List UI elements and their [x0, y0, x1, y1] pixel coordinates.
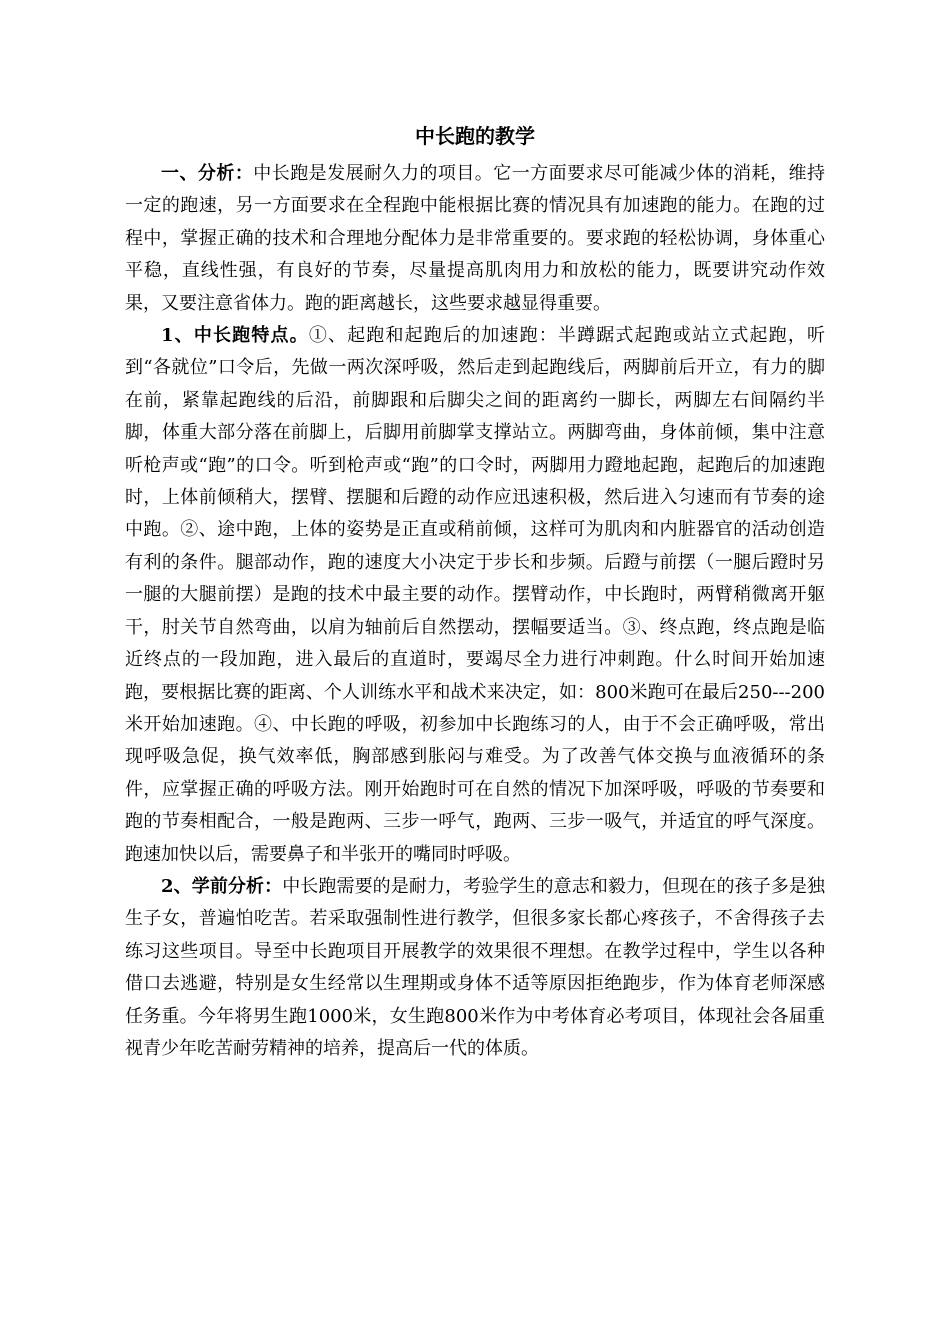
section-body: 中长跑需要的是耐力，考验学生的意志和毅力，但现在的孩子多是独生子女，普遍怕吃苦。若采取强制性进行教学，但很多家长都心疼孩子，不舍得孩子去练习这些项目。导至中长跑项目开展教学的效果很不理想。在教学过程中，学生以各种借口去逃避，特别是女生经常以生理期或身体不适等原因拒绝跑步，作为体育老师深感任务重。今年将男生跑1000米，女生跑800米作为中考体育必考项目，体现社会各届重视青少年吃苦耐劳精神的培养，提高后一代的体质。	[125, 875, 825, 1059]
document-title: 中长跑的教学	[415, 124, 535, 148]
section-body: 中长跑是发展耐久力的项目。它一方面要求尽可能减少体的消耗，维持一定的跑速，另一方面要求在全程跑中能根据比赛的情况具有加速跑的能力。在跑的过程中，掌握正确的技术和合理地分配体力是非常重要的。要求跑的轻松协调，身体重心平稳，直线性强，有良好的节奏，尽量提高肌肉用力和放松的能力，既要讲究动作效果，又要注意省体力。跑的距离越长，这些要求越显得重要。	[125, 163, 826, 314]
section-pre-study-analysis	[125, 871, 825, 1065]
section-body: ①、起跑和起跑后的加速跑：半蹲踞式起跑或站立式起跑，听到“各就位”口令后，先做一两次深呼吸，然后走到起跑线后，两脚前后开立，有力的脚在前，紧靠起跑线的后沿，前脚跟和后脚尖之间的距离约一脚长，两脚左右间隔约半脚，体重大部分落在前脚上，后脚用前脚掌支撑站立。两脚弯曲，身体前倾，集中注意听枪声或“跑”的口令。听到枪声或“跑”的口令时，两脚用力蹬地起跑，起跑后的加速跑时，上体前倾稍大，摆臂、摆腿和后蹬的动作应迅速积极，然后进入匀速而有节奏的途中跑。②、途中跑，上体的姿势是正直或稍前倾，这样可为肌肉和内脏器官的活动创造有利的条件。腿部动作，跑的速度大小决定于步长和步频。后蹬与前摆（一腿后蹬时另一腿的大腿前摆）是跑的技术中最主要的动作。摆臂动作，中长跑时，两臂稍微离开躯干，肘关节自然弯曲，以肩为轴前后自然摆动，摆幅要适当。③、终点跑，终点跑是临近终点的一段加跑，进入最后的直道时，要竭尽全力进行冲刺跑。什么时间开始加速跑，要根据比赛的距离、个人训练水平和战术来决定，如：800米跑可在最后250---200米开始加速跑。④、中长跑的呼吸，初参加中长跑练习的人，由于不会正确呼吸，常出现呼吸急促，换气效率低，胸部感到胀闷与难受。为了改善气体交换与血液循环的条件，应掌握正确的呼吸方法。刚开始跑时可在自然的情况下加深呼吸，呼吸的节奏要和跑的节奏相配合，一般是跑两、三步一呼气，跑两、三步一吸气，并适宜的呼气深度。跑速加快以后，需要鼻子和半张开的嘴同时呼吸。	[125, 325, 825, 865]
section-heading: 一、分析：	[161, 163, 254, 184]
document-page	[125, 118, 825, 1065]
section-analysis	[125, 158, 825, 320]
section-characteristics	[125, 320, 825, 871]
section-heading: 2、学前分析：	[161, 875, 283, 897]
section-heading: 1、中长跑特点。	[161, 325, 309, 347]
